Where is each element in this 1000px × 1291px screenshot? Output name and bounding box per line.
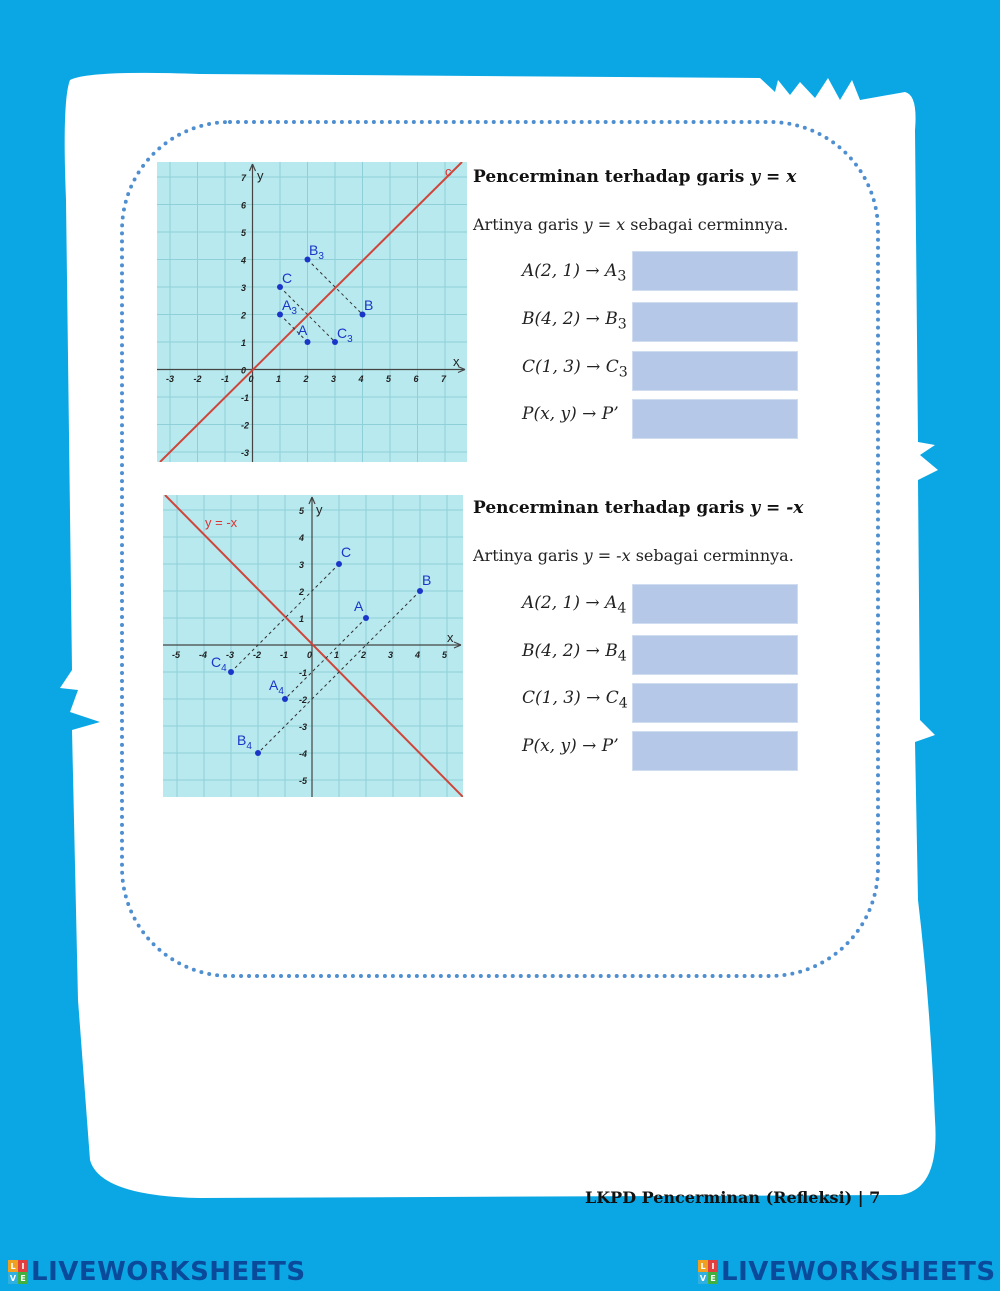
label-a3: $A_3$: [282, 297, 297, 317]
mirror-line: [160, 162, 462, 462]
tick-label: 5: [386, 374, 392, 384]
tick-label: -3: [299, 722, 308, 732]
tick-label: -1: [299, 668, 308, 678]
point-b4: [255, 750, 261, 756]
y-axis-label: y: [316, 502, 323, 517]
mapping-b3: B(4, $2) \to B_3$: [522, 309, 627, 333]
tick-label: 5: [241, 228, 247, 238]
label-b: B: [364, 297, 374, 313]
y-tick-labels: [240, 173, 249, 458]
tick-label: 4: [358, 374, 364, 384]
x-tick-labels: [166, 374, 447, 384]
section1-heading: Pencerminan terhadap garis y = x: [473, 167, 797, 187]
tick-label: 3: [299, 560, 305, 570]
mapping-c3: C(1, $3) \to C_3$: [522, 357, 628, 381]
answer-box-b3[interactable]: [632, 302, 798, 342]
tick-label: -3: [226, 650, 235, 660]
mapping-c4: C(1, $3) \to C_4$: [522, 688, 628, 712]
tick-label: -2: [241, 420, 250, 431]
point-a: [305, 339, 311, 345]
tick-label: 4: [241, 255, 247, 266]
graph-reflection-y-equals-x: [157, 162, 467, 462]
tick-label: -2: [299, 695, 308, 705]
tick-label: 3: [331, 374, 337, 384]
answer-box-p-prime-2[interactable]: [632, 731, 798, 771]
tick-label: 6: [413, 374, 419, 384]
brand-logo-right: L I V E LIVEWORKSHEETS: [699, 1257, 996, 1287]
tick-label: 2: [241, 310, 247, 321]
answer-box-c3[interactable]: [632, 351, 798, 391]
mirror-line-label: c: [445, 164, 452, 179]
tick-label: -1: [280, 650, 289, 660]
answer-box-c4[interactable]: [632, 683, 798, 723]
liveworksheets-icon: L I V E: [698, 1260, 718, 1284]
tick-label: -3: [166, 374, 175, 384]
label-c: C: [341, 544, 352, 560]
mapping-p-prime-1: P(x, y) → P’: [522, 404, 619, 424]
mapping-p-prime-2: P(x, y) → P’: [522, 736, 619, 756]
label-c4: $C_4$: [211, 654, 227, 674]
tick-label: -5: [172, 650, 181, 660]
tick-label: 0: [248, 374, 254, 384]
label-b4: $B_4$: [237, 732, 252, 752]
label-c: C: [282, 270, 293, 286]
y-tick-labels: [298, 506, 308, 786]
tick-label: 1: [299, 614, 305, 624]
graph-reflection-y-equals-minus-x: [163, 495, 463, 797]
tick-label: 4: [299, 533, 305, 543]
mapping-a3: A(2, $1) \to A_3$: [522, 261, 627, 285]
x-axis-label: x: [453, 354, 460, 369]
label-a: A: [354, 598, 364, 614]
liveworksheets-icon: L I V E: [8, 1260, 28, 1284]
mapping-a4: A(2, $1) \to A_4$: [522, 593, 627, 617]
answer-box-p-prime-1[interactable]: [632, 399, 798, 439]
label-b: B: [422, 572, 432, 588]
x-axis-label: x: [447, 630, 454, 645]
mirror-line-label: y = -x: [205, 515, 238, 530]
tick-label: -1: [221, 374, 230, 384]
page-footer: LKPD Pencerminan (Refleksi) | 7: [585, 1188, 881, 1207]
tick-label: -3: [241, 448, 250, 458]
point-a: [363, 615, 369, 621]
section1-meaning: Artinya garis y = x sebagai cerminnya.: [473, 215, 789, 234]
tick-label: 0: [241, 365, 247, 376]
tick-label: 0: [307, 650, 313, 660]
point-c: [336, 561, 342, 567]
label-b3: $B_3$: [309, 242, 324, 262]
tick-label: 2: [303, 374, 309, 384]
tick-label: 7: [441, 374, 447, 384]
tick-label: 6: [241, 200, 247, 211]
section2-meaning: Artinya garis y = -x sebagai cerminnya.: [473, 546, 794, 565]
tick-label: -4: [199, 650, 208, 660]
tick-label: -2: [193, 374, 202, 384]
axes: [163, 497, 461, 797]
tick-label: 7: [241, 173, 247, 183]
label-c3: $C_3$: [337, 325, 353, 345]
tick-label: 1: [276, 374, 282, 384]
mirror-line: [165, 495, 463, 797]
tick-label: -1: [241, 393, 250, 403]
tick-label: 3: [241, 283, 247, 293]
tick-label: -4: [299, 749, 308, 759]
tick-label: 3: [388, 650, 394, 660]
tick-label: 1: [334, 650, 340, 660]
tick-label: 5: [442, 650, 448, 660]
tick-label: 2: [299, 587, 305, 597]
tick-label: -5: [299, 776, 308, 786]
section2-heading: Pencerminan terhadap garis y = -x: [473, 498, 804, 518]
label-a4: $A_4$: [269, 677, 284, 697]
brand-logo-left: L I V E LIVEWORKSHEETS: [9, 1257, 306, 1287]
tick-label: 1: [241, 338, 247, 348]
answer-box-a3[interactable]: [632, 251, 798, 291]
label-a: A: [298, 322, 308, 338]
answer-box-b4[interactable]: [632, 635, 798, 675]
tick-label: 2: [361, 650, 367, 660]
mapping-b4: B(4, $2) \to B_4$: [522, 641, 627, 665]
tick-label: 5: [299, 506, 305, 516]
point-b: [417, 588, 423, 594]
answer-box-a4[interactable]: [632, 584, 798, 624]
tick-label: -2: [253, 650, 262, 660]
tick-label: 4: [415, 650, 421, 660]
y-axis-label: y: [257, 168, 264, 183]
point-c4: [228, 669, 234, 675]
